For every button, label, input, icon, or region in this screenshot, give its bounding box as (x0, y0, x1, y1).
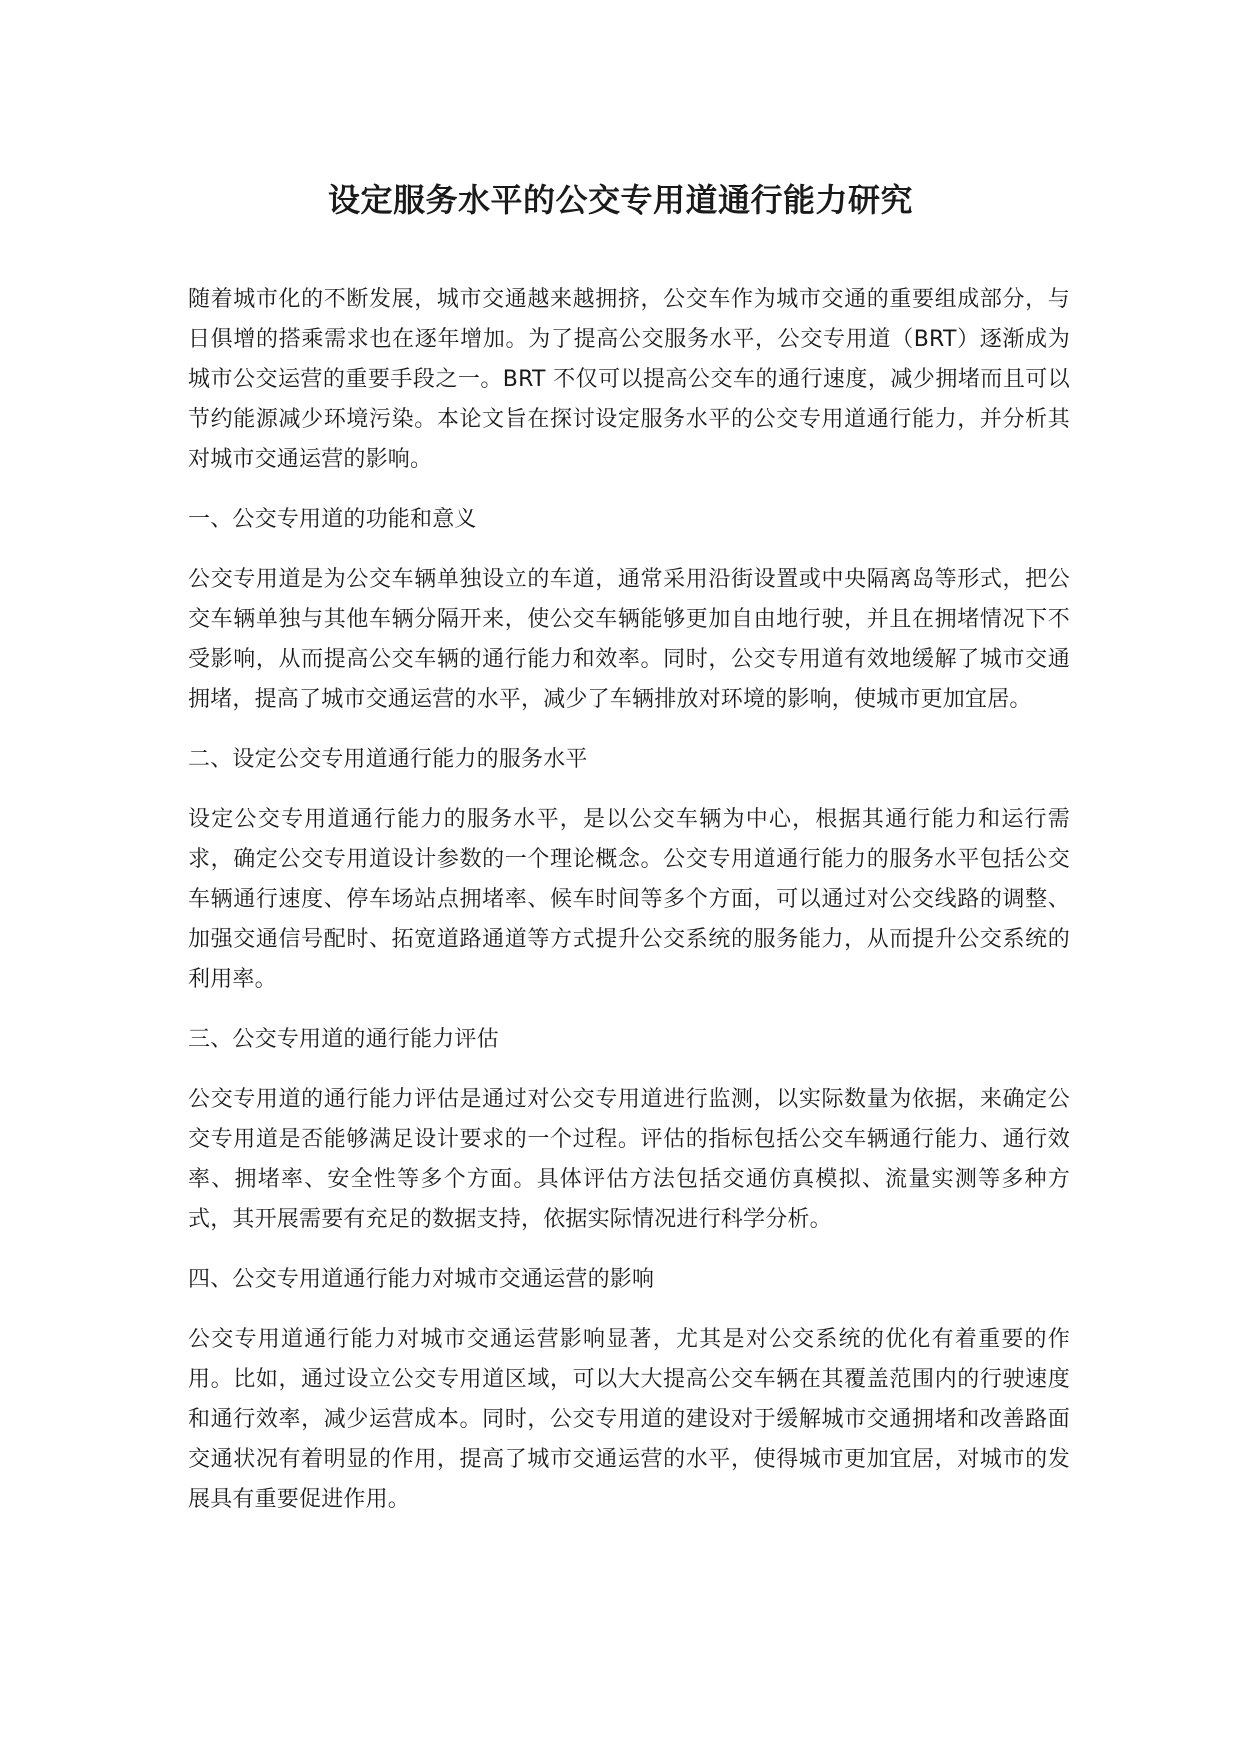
section-heading-4: 四、公交专用道通行能力对城市交通运营的影响 (188, 1267, 655, 1292)
section-paragraph-4: 公交专用道通行能力对城市交通运营影响显著，尤其是对公交系统的优化有着重要的作用。比如，通过设立公交专用道区域，可以大大提高公交车辆在其覆盖范围内的行驶速度和通行效率，减少运营成本。同时，公交专用道的建设对于缓解城市交通拥堵和改善路面交通状况有着明显的作用，提高了城市交通运营的水平，使得城市更加宜居，对城市的发展具有重要促进作用。 (188, 1327, 1070, 1512)
section-paragraph-1: 公交专用道是为公交车辆单独设立的车道，通常采用沿街设置或中央隔离岛等形式，把公交车辆单独与其他车辆分隔开来，使公交车辆能够更加自由地行驶，并且在拥堵情况下不受影响，从而提高公交车辆的通行能力和效率。同时，公交专用道有效地缓解了城市交通拥堵，提高了城市交通运营的水平，减少了车辆排放对环境的影响，使城市更加宜居。 (188, 567, 1070, 712)
intro-paragraph: 随着城市化的不断发展，城市交通越来越拥挤，公交车作为城市交通的重要组成部分，与日俱增的搭乘需求也在逐年增加。为了提高公交服务水平，公交专用道（BRT）逐渐成为城市公交运营的重要手段之一。BRT 不仅可以提高公交车的通行速度，减少拥堵而且可以节约能源减少环境污染。本论文旨在探讨设定服务水平的公交专用道通行能力，并分析其对城市交通运营的影响。 (188, 287, 1070, 472)
section-heading-2: 二、设定公交专用道通行能力的服务水平 (188, 747, 588, 772)
section-paragraph-3: 公交专用道的通行能力评估是通过对公交专用道进行监测，以实际数量为依据，来确定公交专用道是否能够满足设计要求的一个过程。评估的指标包括公交车辆通行能力、通行效率、拥堵率、安全性等多个方面。具体评估方法包括交通仿真模拟、流量实测等多种方式，其开展需要有充足的数据支持，依据实际情况进行科学分析。 (188, 1087, 1070, 1232)
document-body (188, 280, 1070, 1540)
section-paragraph-2: 设定公交专用道通行能力的服务水平，是以公交车辆为中心，根据其通行能力和运行需求，确定公交专用道设计参数的一个理论概念。公交专用道通行能力的服务水平包括公交车辆通行速度、停车场站点拥堵率、候车时间等多个方面，可以通过对公交线路的调整、加强交通信号配时、拓宽道路通道等方式提升公交系统的服务能力，从而提升公交系统的利用率。 (188, 807, 1070, 992)
section-heading-1: 一、公交专用道的功能和意义 (188, 507, 477, 532)
document-title: 设定服务水平的公交专用道通行能力研究 (327, 181, 913, 219)
section-heading-3: 三、公交专用道的通行能力评估 (188, 1027, 499, 1052)
